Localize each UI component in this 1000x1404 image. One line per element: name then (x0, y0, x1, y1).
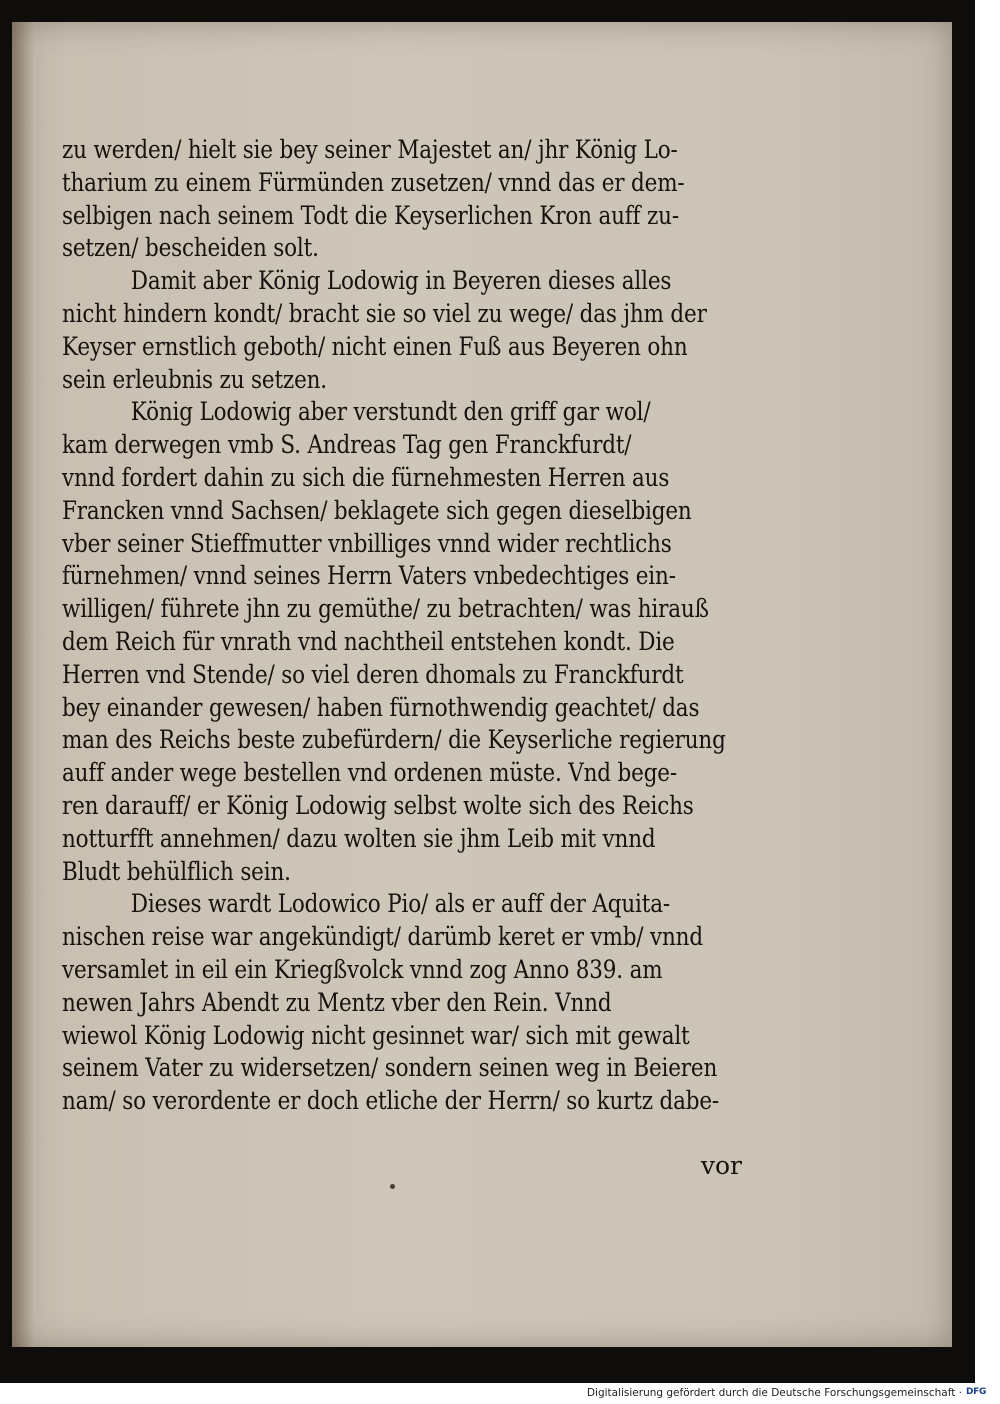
text-line: Dieses wardt Lodowico Pio/ als er auff der Aquita- (130, 889, 670, 919)
gutter-shadow (12, 22, 34, 1347)
text-line: man des Reichs beste zubefürdern/ die Keyserliche regierung (62, 725, 726, 755)
catchword: vor (700, 1151, 742, 1180)
text-line: setzen/ bescheiden solt. (62, 233, 319, 263)
text-line: fürnehmen/ vnnd seines Herrn Vaters vnbedechtiges ein- (62, 561, 676, 591)
text-line: nicht hindern kondt/ bracht sie so viel zu wege/ das jhm der (62, 298, 707, 328)
text-line: wiewol König Lodowig nicht gesinnet war/ sich mit gewalt (62, 1020, 690, 1050)
text-line: willigen/ führete jhn zu gemüthe/ zu betrachten/ was hirauß (62, 594, 709, 624)
funding-credit: Digitalisierung gefördert durch die Deutsche Forschungsgemeinschaft · (586, 1387, 962, 1399)
text-line: zu werden/ hielt sie bey seiner Majestet an/ jhr König Lo- (62, 135, 678, 164)
text-line: König Lodowig aber verstundt den griff gar wol/ (130, 397, 651, 427)
paper-speck (390, 1184, 395, 1189)
text-line: auff ander wege bestellen vnd ordenen müste. Vnd bege- (62, 758, 677, 788)
text-line: selbigen nach seinem Todt die Keyserlichen Kron auff zu- (62, 200, 679, 230)
text-line: nam/ so verordente er doch etliche der Herrn/ so kurtz dabe- (62, 1086, 719, 1116)
text-line: seinem Vater zu widersetzen/ sondern seinen weg in Beieren (62, 1053, 718, 1083)
text-line: vber seiner Stieffmutter vnbilliges vnnd wider rechtlichs (62, 528, 672, 558)
text-line: Bludt behülflich sein. (62, 856, 291, 886)
digitization-footer (0, 1383, 1000, 1404)
text-line: versamlet in eil ein Kriegßvolck vnnd zog Anno 839. am (62, 954, 663, 984)
text-line: Francken vnnd Sachsen/ beklagete sich gegen dieselbigen (62, 495, 692, 525)
text-line: kam derwegen vmb S. Andreas Tag gen Franckfurdt/ (62, 430, 632, 460)
text-line: dem Reich für vnrath vnd nachtheil entstehen kondt. Die (62, 626, 675, 656)
text-line: nischen reise war angekündigt/ darümb keret er vmb/ vnnd (62, 922, 703, 952)
page-text (62, 134, 752, 1118)
text-line: Damit aber König Lodowig in Beyeren dieses alles (130, 266, 672, 296)
text-line: bey einander gewesen/ haben fürnothwendig geachtet/ das (62, 692, 700, 722)
text-line: newen Jahrs Abendt zu Mentz vber den Rein. Vnnd (62, 987, 612, 1017)
dfg-logo: DFG (966, 1387, 987, 1397)
book-page (12, 22, 952, 1347)
text-line: Keyser ernstlich geboth/ nicht einen Fuß aus Beyeren ohn (62, 331, 688, 361)
text-line: notturfft annehmen/ dazu wolten sie jhm Leib mit vnnd (62, 823, 656, 853)
text-line: tharium zu einem Fürmünden zusetzen/ vnnd das er dem- (62, 167, 685, 197)
text-line: vnnd fordert dahin zu sich die fürnehmesten Herren aus (62, 462, 670, 492)
text-line: Herren vnd Stende/ so viel deren dhomals zu Franckfurdt (62, 659, 684, 689)
text-line: ren darauff/ er König Lodowig selbst wolte sich des Reichs (62, 790, 694, 820)
text-line: sein erleubnis zu setzen. (62, 364, 327, 394)
